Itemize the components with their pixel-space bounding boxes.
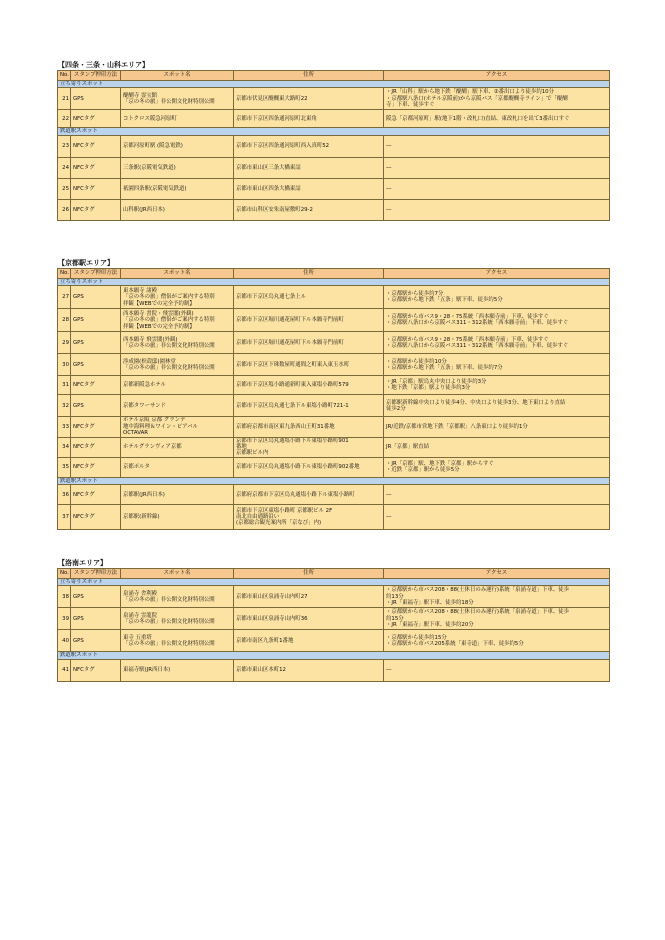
spot-name <box>121 135 234 157</box>
stamp-method: NFCタグ <box>71 157 121 178</box>
text-line: ・京都駅から徒歩約10分 <box>386 358 447 365</box>
stamp-method: GPS <box>71 309 121 332</box>
stamp-method: NFCタグ <box>71 505 121 530</box>
access <box>384 135 610 157</box>
text-line: 京都駅新幹線中央口より徒歩4分、中央口より徒歩3分、地下東口より直結 <box>386 399 566 406</box>
text-line: 「京の冬の旅」僧侶がご案内する特別 <box>123 294 215 301</box>
text-line: 西本願寺 書院・飛雲閣(外観) <box>123 310 194 317</box>
text-line: 祇園四条駅(京阪電気鉄道) <box>123 185 187 192</box>
text-line: ・京都駅から地下鉄「五条」駅下車、徒歩約5分 <box>386 297 503 304</box>
spot-table <box>57 70 610 221</box>
header-spot-name-cell: スポット名 <box>121 71 234 81</box>
header-row <box>58 569 610 579</box>
row-number: 39 <box>58 608 71 630</box>
text-line: 京都市下京区四条通河原町西入真町52 <box>236 143 330 150</box>
stamp-method: NFCタグ <box>71 178 121 199</box>
text-line: ・京都駅から市バス9・28・75系統「西本願寺前」下車、徒歩すぐ <box>386 336 549 343</box>
table-row <box>58 135 610 157</box>
text-line: 京都市下京区下珠数屋町通間之町東入東玉水町 <box>236 361 350 368</box>
text-line: ・京都駅から地下鉄「五条」駅下車、徒歩約7分 <box>386 364 503 371</box>
text-line: 京都市下京区堀川通花屋町下ル本願寺門前町 <box>236 339 344 346</box>
text-line: 約13分 <box>386 593 404 600</box>
spot-name <box>121 485 234 505</box>
section-title: 【京都駅エリア】 <box>58 259 114 267</box>
address <box>234 178 384 199</box>
address <box>234 88 384 110</box>
address <box>234 135 384 157</box>
text-line: 「京の冬の旅」非公開文化財特別公開 <box>123 98 215 105</box>
text-line: 南北自由通路沿い <box>236 514 280 521</box>
spot-name <box>121 110 234 128</box>
access <box>384 157 610 178</box>
table-row <box>58 332 610 354</box>
text-line: 京都市山科区安朱南屋敷町29-2 <box>236 206 313 213</box>
text-line: ― <box>386 514 392 521</box>
spot-name <box>121 199 234 220</box>
row-number: 30 <box>58 354 71 376</box>
text-line: 京都市下京区東塩小路町 京都駅ビル 2F <box>236 507 333 514</box>
text-line: コトクロス阪急河原町 <box>123 115 177 122</box>
address <box>234 354 384 376</box>
row-number: 29 <box>58 332 71 354</box>
section-title: 【洛南エリア】 <box>58 559 107 567</box>
text-line: 京都駅ビル内 <box>236 450 269 457</box>
header-access-cell: アクセス <box>384 569 610 579</box>
text-line: 京都市東山区泉涌寺山内町36 <box>236 615 308 622</box>
stamp-method: GPS <box>71 586 121 608</box>
text-line: 約15分 <box>386 615 404 622</box>
text-line: ・JR「京都」駅烏丸中央口より徒歩約3分 <box>386 379 487 385</box>
row-number: 31 <box>58 376 71 395</box>
spot-name <box>121 376 234 395</box>
section-rakunan <box>57 559 609 682</box>
text-line: ― <box>386 185 392 192</box>
table-row <box>58 485 610 505</box>
text-line: 京都市下京区堀川通花屋町下ル本願寺門前町 <box>236 317 344 324</box>
group-label: 立ち寄りスポット <box>58 81 610 88</box>
text-line: 「京の冬の旅」非公開文化財特別公開 <box>123 596 215 603</box>
text-line: 泉涌寺 舎利殿 <box>123 590 158 597</box>
stamp-method: GPS <box>71 88 121 110</box>
text-line: 阪急「京都河原町」駅(地下1階・改札口)直結、東改札口を出て3番出口すぐ <box>386 115 570 122</box>
access <box>384 199 610 220</box>
table-row <box>58 178 610 199</box>
section-title: 【四条・三条・山科エリア】 <box>58 61 149 69</box>
address <box>234 630 384 652</box>
access <box>384 332 610 354</box>
access <box>384 354 610 376</box>
stamp-method: GPS <box>71 630 121 652</box>
access <box>384 110 610 128</box>
text-line: 京都市下京区烏丸通七条下ル東塩小路町721-1 <box>236 402 349 409</box>
text-line: ・JR「山科」駅から地下鉄「醍醐」駅下車、②番出口より徒歩約10分 <box>386 89 554 96</box>
stamp-method: NFCタグ <box>71 457 121 477</box>
row-number: 28 <box>58 309 71 332</box>
text-line: JR/近鉄/京都市営地下鉄「京都駅」八条東口より徒歩約1分 <box>386 423 528 430</box>
text-line: ・京都駅から市バス208・88(土休日のみ運行)系統「泉涌寺道」下車、徒歩 <box>386 609 570 616</box>
stamp-method: NFCタグ <box>71 437 121 457</box>
text-line: 「京の冬の旅」非公開文化財特別公開 <box>123 364 215 371</box>
section-shijo-sanjo-yamashina <box>57 61 609 221</box>
spot-name <box>121 608 234 630</box>
access <box>384 505 610 530</box>
header-method-cell: スタンプ押印方法 <box>71 569 121 579</box>
spot-name <box>121 354 234 376</box>
address <box>234 437 384 457</box>
text-line: 東本願寺 諸殿 <box>123 287 158 294</box>
text-line: 京都河原町駅 (阪急電鉄) <box>123 143 183 150</box>
row-number: 22 <box>58 110 71 128</box>
text-line: ・京都駅八条口から京阪バス311・312系統「西本願寺前」下車、徒歩すぐ <box>386 320 569 327</box>
text-line: 地中海料理＆ワイン・ビアバル <box>123 423 198 430</box>
text-line: ・京都駅から徒歩約7分 <box>386 291 444 297</box>
access <box>384 608 610 630</box>
address <box>234 309 384 332</box>
stamp-method: GPS <box>71 286 121 309</box>
spot-name <box>121 88 234 110</box>
spot-name <box>121 505 234 530</box>
address <box>234 286 384 309</box>
address <box>234 332 384 354</box>
table-row <box>58 309 610 332</box>
table-row <box>58 505 610 530</box>
table-row <box>58 376 610 395</box>
row-number: 37 <box>58 505 71 530</box>
address <box>234 395 384 417</box>
header-address-cell: 住所 <box>234 71 384 81</box>
header-no-cell: No. <box>58 71 71 81</box>
text-line: 京都タワーサンド <box>123 402 166 409</box>
group-row <box>58 652 610 659</box>
group-label: 鉄道駅スポット <box>58 652 610 659</box>
text-line: JR「京都」駅直結 <box>386 444 430 451</box>
spot-name <box>121 332 234 354</box>
text-line: 拝観【WEBでの完全予約制】 <box>123 323 195 330</box>
address <box>234 157 384 178</box>
text-line: 番地 <box>236 444 247 451</box>
row-number: 27 <box>58 286 71 309</box>
text-line: ・近鉄「京都」駅から徒歩5分 <box>386 467 460 474</box>
stamp-method: GPS <box>71 395 121 417</box>
text-line: 京都新阪急ホテル <box>123 382 166 389</box>
access <box>384 309 610 332</box>
text-line: ホテルグランヴィア京都 <box>123 444 182 451</box>
row-number: 34 <box>58 437 71 457</box>
section-kyoto-station <box>57 259 609 530</box>
header-spot-name-cell: スポット名 <box>121 569 234 579</box>
text-line: 京都市東山区四条大橋東詰 <box>236 185 301 192</box>
text-line: ・京都駅八条口(ホテル京阪前)から京阪バス「京都醍醐寺ライン」で「醍醐 <box>386 95 568 102</box>
spot-name <box>121 417 234 437</box>
text-line: ・京都駅から市バス9・28・75系統「西本願寺前」下車、徒歩すぐ <box>386 314 549 320</box>
address <box>234 457 384 477</box>
spot-name <box>121 286 234 309</box>
text-line: ・JR「東福寺」駅下車、徒歩約18分 <box>386 600 474 607</box>
row-number: 24 <box>58 157 71 178</box>
stamp-method: NFCタグ <box>71 199 121 220</box>
text-line: ― <box>386 206 392 213</box>
group-label: 立ち寄りスポット <box>58 279 610 286</box>
text-line: OCTAVAR <box>123 430 148 437</box>
text-line: ― <box>386 491 392 498</box>
address <box>234 199 384 220</box>
text-line: 京都市南区九条町1番地 <box>236 637 294 644</box>
stamp-method: NFCタグ <box>71 110 121 128</box>
text-line: 「京の冬の旅」非公開文化財特別公開 <box>123 342 215 349</box>
access <box>384 376 610 395</box>
address <box>234 110 384 128</box>
text-line: 京都市下京区烏丸通七条上ル <box>236 294 307 301</box>
table-row <box>58 199 610 220</box>
row-number: 23 <box>58 135 71 157</box>
text-line: ・地下鉄「京都」駅より徒歩約3分 <box>386 385 471 392</box>
group-row <box>58 81 610 88</box>
table-row <box>58 395 610 417</box>
text-line: ホテル京阪 京都 グランデ <box>123 417 186 424</box>
text-line: 京都市下京区烏丸通塩小路下ル東塩小路町901 <box>236 437 349 444</box>
stamp-method: NFCタグ <box>71 417 121 437</box>
address <box>234 586 384 608</box>
text-line: 西本願寺 飛雲閣(外観) <box>123 336 178 343</box>
text-line: 山科駅(JR西日本) <box>123 206 165 213</box>
header-access-cell: アクセス <box>384 71 610 81</box>
header-spot-name-cell: スポット名 <box>121 269 234 279</box>
table-row <box>58 157 610 178</box>
header-address-cell: 住所 <box>234 269 384 279</box>
group-row <box>58 128 610 135</box>
spot-name <box>121 457 234 477</box>
text-line: 渉成園(枳殻邸)園林堂 <box>123 358 176 365</box>
row-number: 41 <box>58 659 71 681</box>
address <box>234 659 384 681</box>
text-line: 寺」下車、徒歩すぐ <box>386 102 435 109</box>
address <box>234 417 384 437</box>
spot-name <box>121 309 234 332</box>
access <box>384 586 610 608</box>
table-row <box>58 630 610 652</box>
spot-name <box>121 586 234 608</box>
text-line: 醍醐寺 霊宝館 <box>123 92 158 99</box>
text-line: ― <box>386 143 392 150</box>
text-line: 「京の冬の旅」非公開文化財特別公開 <box>123 640 215 647</box>
table-row <box>58 659 610 681</box>
text-line: ・京都駅八条口から京阪バス311・312系統「西本願寺前」下車、徒歩すぐ <box>386 342 569 349</box>
text-line: 「京の冬の旅」非公開文化財特別公開 <box>123 618 215 625</box>
access <box>384 457 610 477</box>
table-row <box>58 88 610 110</box>
text-line: 泉涌寺 雲龍院 <box>123 612 158 619</box>
row-number: 35 <box>58 457 71 477</box>
text-line: 京都市伏見区醍醐東大路町22 <box>236 95 308 102</box>
text-line: 「京の冬の旅」僧侶がご案内する特別 <box>123 317 215 324</box>
text-line: ・JR「京都」駅、地下鉄「京都」駅からすぐ <box>386 460 494 467</box>
row-number: 32 <box>58 395 71 417</box>
text-line: 東福寺駅(JR西日本) <box>123 667 171 674</box>
table-row <box>58 608 610 630</box>
row-number: 25 <box>58 178 71 199</box>
access <box>384 395 610 417</box>
table-row <box>58 586 610 608</box>
header-access-cell: アクセス <box>384 269 610 279</box>
text-line: ― <box>386 164 392 171</box>
text-line: 京都駅(新幹線) <box>123 514 160 521</box>
text-line: ・JR「東福寺」駅下車、徒歩約20分 <box>386 622 474 629</box>
access <box>384 178 610 199</box>
stamp-method: NFCタグ <box>71 659 121 681</box>
access <box>384 437 610 457</box>
text-line: 京都市東山区泉涌寺山内町27 <box>236 593 308 600</box>
group-label: 鉄道駅スポット <box>58 128 610 135</box>
row-number: 33 <box>58 417 71 437</box>
spot-name <box>121 630 234 652</box>
access <box>384 417 610 437</box>
header-row <box>58 269 610 279</box>
header-method-cell: スタンプ押印方法 <box>71 269 121 279</box>
spot-name <box>121 437 234 457</box>
text-line: (京都総合観光案内所「京なび」内) <box>236 520 322 527</box>
table-row <box>58 417 610 437</box>
stamp-method: GPS <box>71 354 121 376</box>
text-line: 京都駅(JR西日本) <box>123 491 165 498</box>
text-line: 京都府京都市下京区烏丸通塩小路下ル東塩小路町 <box>236 491 355 498</box>
group-row <box>58 477 610 484</box>
text-line: 京都市下京区塩小路通新町東入東塩小路町579 <box>236 382 349 389</box>
text-line: 京都市東山区三条大橋東詰 <box>236 164 301 171</box>
access <box>384 485 610 505</box>
access <box>384 286 610 309</box>
header-row <box>58 71 610 81</box>
address <box>234 505 384 530</box>
address <box>234 608 384 630</box>
table-row <box>58 110 610 128</box>
text-line: 京都市下京区四条通河原町北東角 <box>236 115 317 122</box>
table-row <box>58 286 610 309</box>
table-row <box>58 354 610 376</box>
text-line: 東寺 五重塔 <box>123 634 152 641</box>
text-line: ― <box>386 667 392 674</box>
spot-table <box>57 268 610 530</box>
text-line: ・京都駅から市バス208・88(土休日のみ運行)系統「泉涌寺道」下車、徒歩 <box>386 587 570 594</box>
text-line: 徒歩2分 <box>386 405 406 412</box>
spot-name <box>121 659 234 681</box>
stamp-method: NFCタグ <box>71 376 121 395</box>
text-line: 三条駅(京阪電気鉄道) <box>123 164 176 171</box>
stamp-method: NFCタグ <box>71 135 121 157</box>
header-address-cell: 住所 <box>234 569 384 579</box>
address <box>234 376 384 395</box>
text-line: ・京都駅から徒歩約15分 <box>386 634 447 641</box>
text-line: 京都市東山区本町12 <box>236 667 286 674</box>
row-number: 40 <box>58 630 71 652</box>
row-number: 26 <box>58 199 71 220</box>
spot-table <box>57 568 610 682</box>
access <box>384 88 610 110</box>
row-number: 36 <box>58 485 71 505</box>
spot-name <box>121 157 234 178</box>
table-row <box>58 437 610 457</box>
access <box>384 659 610 681</box>
group-label: 鉄道駅スポット <box>58 477 610 484</box>
stamp-method: GPS <box>71 608 121 630</box>
access <box>384 630 610 652</box>
table-row <box>58 457 610 477</box>
text-line: ・京都駅から市バス205系統「東寺道」下車、徒歩約5分 <box>386 640 524 647</box>
header-method-cell: スタンプ押印方法 <box>71 71 121 81</box>
row-number: 38 <box>58 586 71 608</box>
group-row <box>58 579 610 586</box>
address <box>234 485 384 505</box>
text-line: 京都市下京区烏丸通塩小路下ル東塩小路町902番地 <box>236 464 360 471</box>
row-number: 21 <box>58 88 71 110</box>
text-line: 拝観【WEBでの完全予約制】 <box>123 300 195 307</box>
text-line: 京都府京都市南区東九条西山王町31番地 <box>236 423 335 430</box>
header-no-cell: No. <box>58 269 71 279</box>
stamp-method: GPS <box>71 332 121 354</box>
group-label: 立ち寄りスポット <box>58 579 610 586</box>
text-line: 京都ポルタ <box>123 464 150 471</box>
header-no-cell: No. <box>58 569 71 579</box>
group-row <box>58 279 610 286</box>
stamp-method: NFCタグ <box>71 485 121 505</box>
spot-name <box>121 178 234 199</box>
spot-name <box>121 395 234 417</box>
